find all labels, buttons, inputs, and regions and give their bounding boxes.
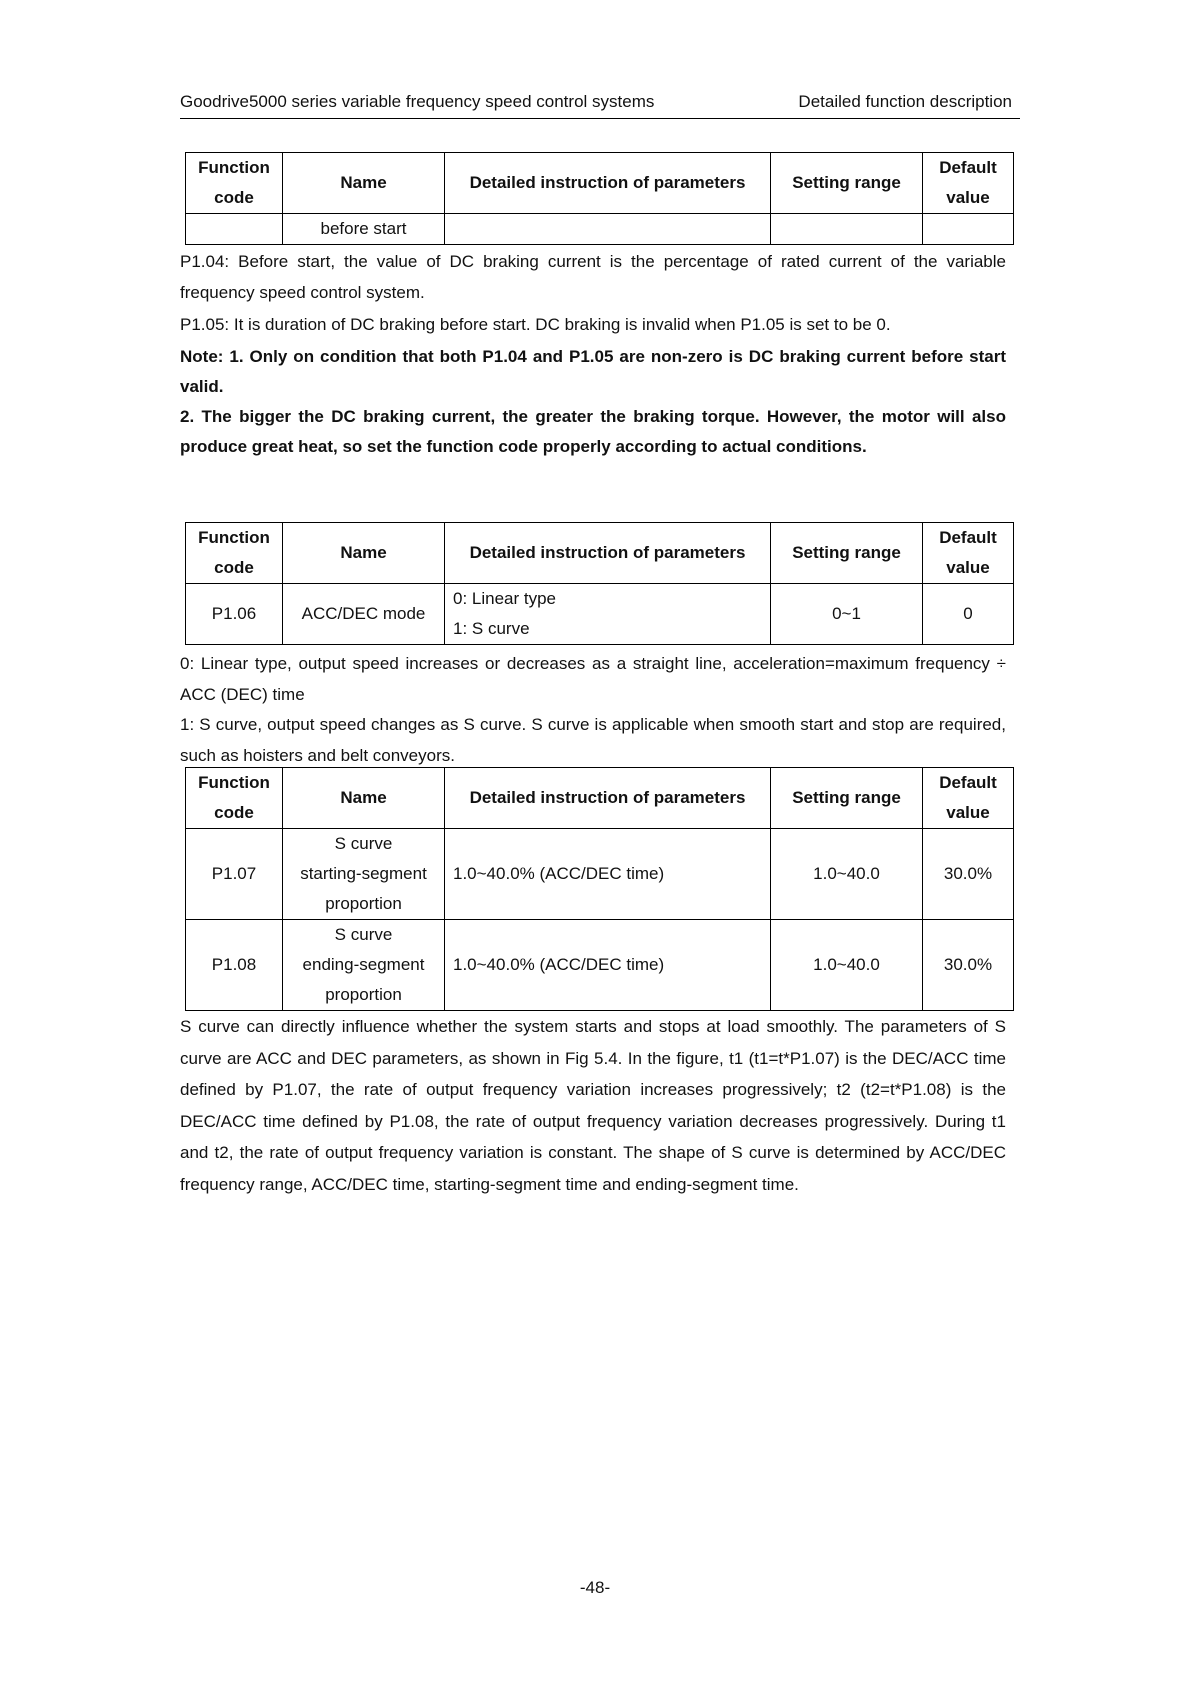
page-number: -48- [579, 1578, 611, 1597]
cell-name: S curve ending-segment proportion [283, 920, 445, 1011]
column-header-detail: Detailed instruction of parameters [445, 768, 771, 829]
cell-detail: 0: Linear type 1: S curve [445, 584, 771, 645]
column-header-range: Setting range [771, 523, 923, 584]
table-row [186, 214, 1014, 245]
cell-range [771, 214, 923, 245]
parameter-table-2 [185, 522, 1014, 645]
column-header-detail: Detailed instruction of parameters [445, 153, 771, 214]
note-1: Note: 1. Only on condition that both P1.04 and P1.05 are non-zero is DC braking current before start valid. [180, 347, 1006, 396]
cell-range: 1.0~40.0 [771, 920, 923, 1011]
parameter-table-1 [185, 152, 1014, 245]
cell-code: P1.06 [186, 584, 283, 645]
paragraph-s-curve-description: S curve can directly influence whether the system starts and stops at load smoothly. The parameters of S curve are ACC and DEC parameters, as shown in Fig 5.4. In the figure, t1 (t1=t*P1.07) is the DEC/ACC time defined by P1.07, the rate of output frequency variation increases progressively; t2 (t2=t*P1.08) is the DEC/ACC time defined by P1.08, the rate of output frequency variation decreases progressively. During t1 and t2, the rate of output frequency variation is constant. The shape of S curve is determined by ACC/DEC frequency range, ACC/DEC time, starting-segment time and ending-segment time. [180, 1017, 1006, 1194]
paragraph-p104: P1.04: Before start, the value of DC braking current is the percentage of rated current of the variable frequency speed control system. [180, 252, 1006, 302]
cell-detail: 1.0~40.0% (ACC/DEC time) [445, 829, 771, 920]
cell-range: 0~1 [771, 584, 923, 645]
cell-code: P1.07 [186, 829, 283, 920]
table-row [186, 829, 1014, 920]
table-header-row [186, 523, 1014, 584]
cell-default: 0 [923, 584, 1014, 645]
cell-code: P1.08 [186, 920, 283, 1011]
cell-code [186, 214, 283, 245]
cell-name: before start [283, 214, 445, 245]
table-header-row [186, 153, 1014, 214]
column-header-code: Function code [186, 768, 283, 829]
paragraph-s-curve: 1: S curve, output speed changes as S curve. S curve is applicable when smooth start and stop are required, such as hoisters and belt conveyors. [180, 715, 1006, 765]
column-header-detail: Detailed instruction of parameters [445, 523, 771, 584]
column-header-name: Name [283, 523, 445, 584]
note-2: 2. The bigger the DC braking current, the greater the braking torque. However, the motor will also produce great heat, so set the function code properly according to actual conditions. [180, 407, 1006, 456]
column-header-range: Setting range [771, 768, 923, 829]
cell-detail: 1.0~40.0% (ACC/DEC time) [445, 920, 771, 1011]
column-header-name: Name [283, 153, 445, 214]
cell-detail [445, 214, 771, 245]
column-header-code: Function code [186, 153, 283, 214]
column-header-default: Default value [923, 768, 1014, 829]
header-title: Goodrive5000 series variable frequency speed control systems [180, 92, 655, 111]
cell-name: S curve starting-segment proportion [283, 829, 445, 920]
cell-range: 1.0~40.0 [771, 829, 923, 920]
header-section: Detailed function description [798, 92, 1012, 111]
cell-default: 30.0% [923, 920, 1014, 1011]
column-header-name: Name [283, 768, 445, 829]
cell-default: 30.0% [923, 829, 1014, 920]
column-header-default: Default value [923, 523, 1014, 584]
table-row [186, 584, 1014, 645]
table-row [186, 920, 1014, 1011]
page-header [180, 92, 1020, 119]
column-header-default: Default value [923, 153, 1014, 214]
column-header-range: Setting range [771, 153, 923, 214]
cell-name: ACC/DEC mode [283, 584, 445, 645]
paragraph-p105: P1.05: It is duration of DC braking before start. DC braking is invalid when P1.05 is set to be 0. [180, 315, 891, 334]
cell-default [923, 214, 1014, 245]
paragraph-linear-type: 0: Linear type, output speed increases or decreases as a straight line, acceleration=maximum frequency ÷ ACC (DEC) time [180, 654, 1006, 704]
table-header-row [186, 768, 1014, 829]
parameter-table-3 [185, 767, 1014, 1011]
column-header-code: Function code [186, 523, 283, 584]
